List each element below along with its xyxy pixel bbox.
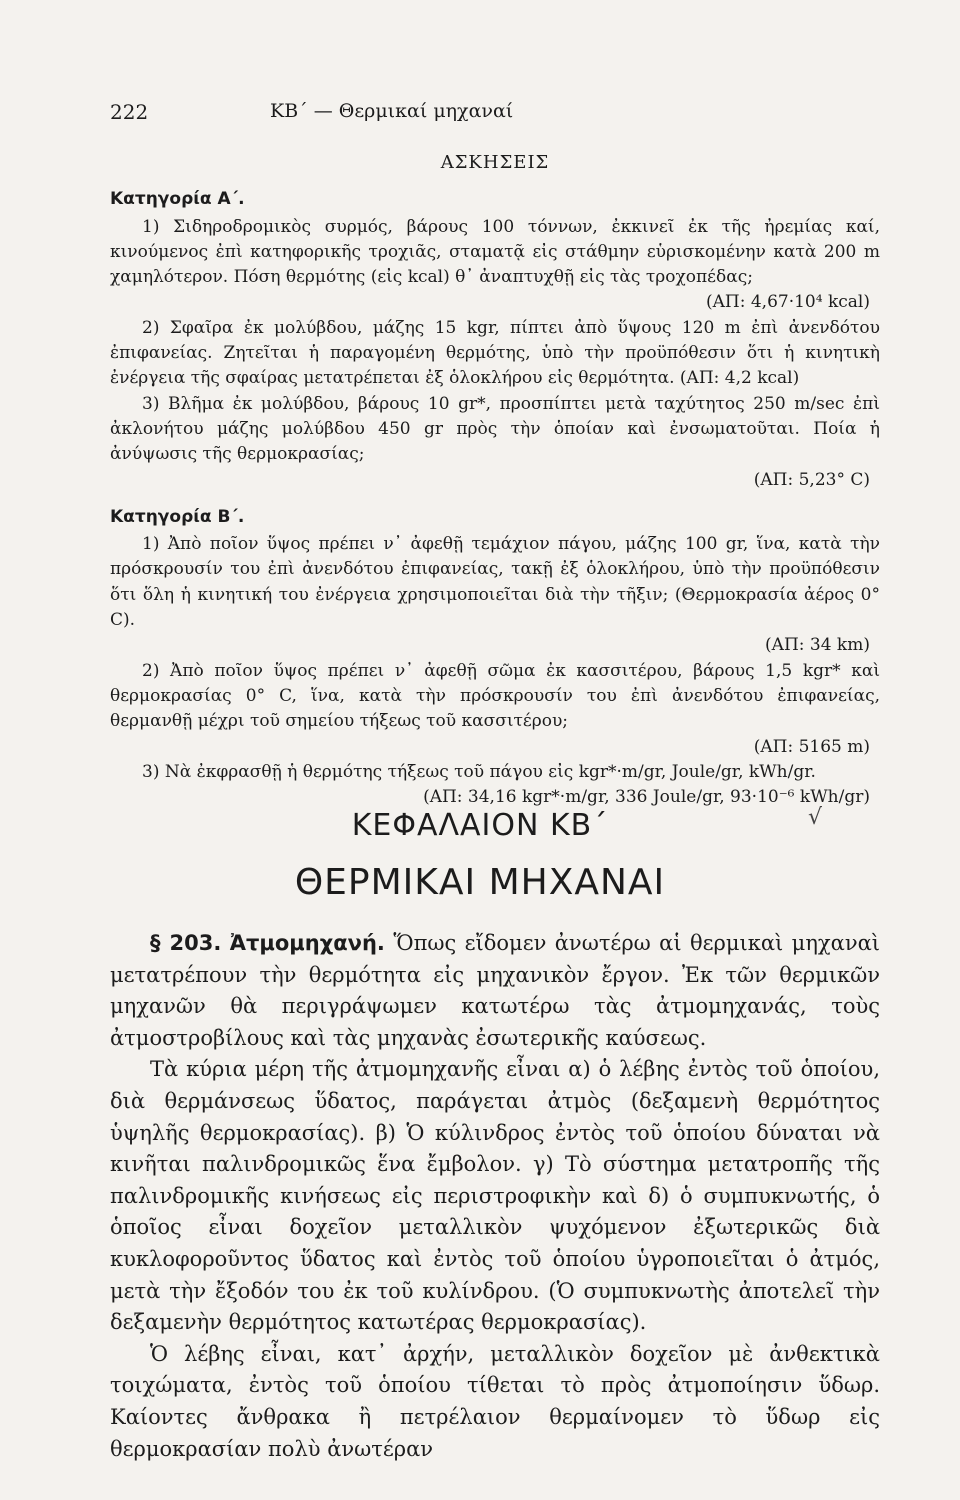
running-title: ΚΒ΄ — Θερμικαί μηχαναί — [270, 100, 514, 122]
margin-check-mark: √ — [808, 805, 823, 830]
exercise-b2: 2) Ἀπὸ ποῖον ὕψος πρέπει ν᾽ ἀφεθῇ σῶμα ἐκ κασσιτέρου, βάρους 1,5 kgr* καὶ θερμοκρασίας 0° C, ἵνα, κατὰ τὴν πρόσκρουσίν του ἐπὶ ἀνενδότου ἐπιφανείας, θερμανθῇ μέχρι τοῦ σημείου τήξεως τοῦ κασσιτέρου; — [110, 660, 880, 732]
chapter-label: ΚΕΦΑΛΑΙΟΝ ΚΒ΄ — [351, 808, 609, 843]
section-body — [110, 928, 880, 1465]
exercise-a2: 2) Σφαῖρα ἐκ μολύβδου, μάζης 15 kgr, πίπτει ἀπὸ ὕψους 120 m ἐπὶ ἀνενδότου ἐπιφανείας. Ζητεῖται ἡ παραγομένη θερμότης, ὑπὸ τὴν προϋπόθεσιν ὅτι ἡ κινητικὴ ἐνέργεια τῆς σφαίρας μετατρέπεται ἐξ ὁλοκλήρου εἰς θερμότητα. (ΑΠ: 4,2 kcal) — [110, 317, 880, 389]
chapter-title: ΘΕΡΜΙΚΑΙ ΜΗΧΑΝΑΙ — [294, 862, 666, 903]
category-b-heading: Κατηγορία Β΄. — [110, 506, 245, 527]
paragraph-1-text: Ὅπως εἴδομεν ἀνωτέρω αἱ θερμικαὶ μηχαναὶ μετατρέπουν τὴν θερμότητα εἰς μηχανικὸν ἔργον. Ἐκ τῶν θερμικῶν μηχανῶν θὰ περιγράψωμεν κατωτέρω τὰς ἀτμομηχανάς, τοὺς ἀτμοστροβίλους καὶ τὰς μηχανὰς ἐσωτερικῆς καύσεως. — [110, 931, 880, 1050]
exercise-a1: 1) Σιδηροδρομικὸς συρμός, βάρους 100 τόννων, ἐκκινεῖ ἐκ τῆς ἠρεμίας καί, κινούμενος ἐπὶ κατηφορικῆς τροχιᾶς, σταματᾷ εἰς στάθμην εὑρισκομένην κατὰ 200 m χαμηλότερον. Πόση θερμότης (εἰς kcal) θ᾽ ἀναπτυχθῇ εἰς τὰς τροχοπέδας; — [110, 216, 880, 288]
exercises-title: ΑΣΚΗΣΕΙΣ — [440, 152, 550, 173]
section-paragraph-3: Ὁ λέβης εἶναι, κατ᾽ ἀρχήν, μεταλλικὸν δοχεῖον μὲ ἀνθεκτικὰ τοιχώματα, ἐντὸς τοῦ ὁποίου τίθεται τὸ πρὸς ἀτμοποίησιν ὕδωρ. Καίοντες ἄνθρακα ἢ πετρέλαιον θερμαίνομεν τὸ ὕδωρ εἰς θερμοκρασίαν πολὺ ἀνωτέραν — [110, 1341, 880, 1461]
section-paragraph-2: Τὰ κύρια μέρη τῆς ἀτμομηχανῆς εἶναι α) ὁ λέβης ἐντὸς τοῦ ὁποίου, διὰ θερμάνσεως ὕδατος, παράγεται ἀτμὸς (δεξαμενὴ θερμότητος ὑψηλῆς θερμοκρασίας). β) Ὁ κύλινδρος ἐντὸς τοῦ ὁποίου δύναται νὰ κινῆται παλινδρομικῶς ἕνα ἔμβολον. γ) Τὸ σύστημα μετατροπῆς τῆς παλινδρομικῆς κινήσεως εἰς περιστροφικὴν καὶ δ) ὁ συμπυκνωτής, ὁ ὁποῖος εἶναι δοχεῖον μεταλλικὸν ψυχόμενον ἐξωτερικῶς διὰ κυκλοφοροῦντος ὕδατος καὶ ἐντὸς τοῦ ὁποίου ὑγροποιεῖται ὁ ἀτμός, μετὰ τὴν ἔξοδόν του ἐκ τοῦ κυλίνδρου. (Ὁ συμπυκνωτὴς ἀποτελεῖ τὴν δεξαμενὴν θερμότητος κατωτέρας θερμοκρασίας). — [110, 1057, 880, 1335]
exercise-b1: 1) Ἀπὸ ποῖον ὕψος πρέπει ν᾽ ἀφεθῇ τεμάχιον πάγου, μάζης 100 gr, ἵνα, κατὰ τὴν πρόσκρουσίν του ἐπὶ ἀνενδότου ἐπιφανείας, τακῇ ἐξ ὁλοκλήρου, ὑπὸ τὴν προϋπόθεσιν ὅτι ὅλη ἡ κινητική του ἐνέργεια χρησιμοποιεῖται διὰ τὴν τῆξιν; (Θερμοκρασία ἀέρος 0° C). — [110, 534, 880, 631]
running-header — [110, 100, 870, 130]
exercise-a3: 3) Βλῆμα ἐκ μολύβδου, βάρους 10 gr*, προσπίπτει μετὰ ταχύτητος 250 m/sec ἐπὶ ἀκλονήτου μάζης μολύβδου 450 gr πρὸς τὴν ὁποίαν καὶ ἐνσωματοῦται. Ποία ἡ ἀνύψωσις τῆς θερμοκρασίας; — [110, 393, 880, 465]
exercise-b1-answer: (ΑΠ: 34 km) — [765, 635, 870, 656]
exercise-a1-answer: (ΑΠ: 4,67·10⁴ kcal) — [706, 292, 870, 313]
page-number: 222 — [110, 100, 149, 124]
exercise-b3: 3) Νὰ ἐκφρασθῇ ἡ θερμότης τήξεως τοῦ πάγου εἰς kgr*·m/gr, Joule/gr, kWh/gr. — [142, 761, 816, 782]
exercise-b2-answer: (ΑΠ: 5165 m) — [753, 736, 870, 757]
category-a-heading: Κατηγορία Α΄. — [110, 189, 245, 210]
exercises-block — [110, 150, 880, 810]
section-title: Ἀτμομηχανή. — [229, 931, 385, 955]
section-paragraph-1 — [110, 928, 880, 1054]
section-number: § 203. — [150, 931, 222, 955]
exercise-a3-answer: (ΑΠ: 5,23° C) — [753, 469, 870, 490]
exercise-b3-answer: (ΑΠ: 34,16 kgr*·m/gr, 336 Joule/gr, 93·10⁻⁶ kWh/gr) — [423, 787, 870, 808]
